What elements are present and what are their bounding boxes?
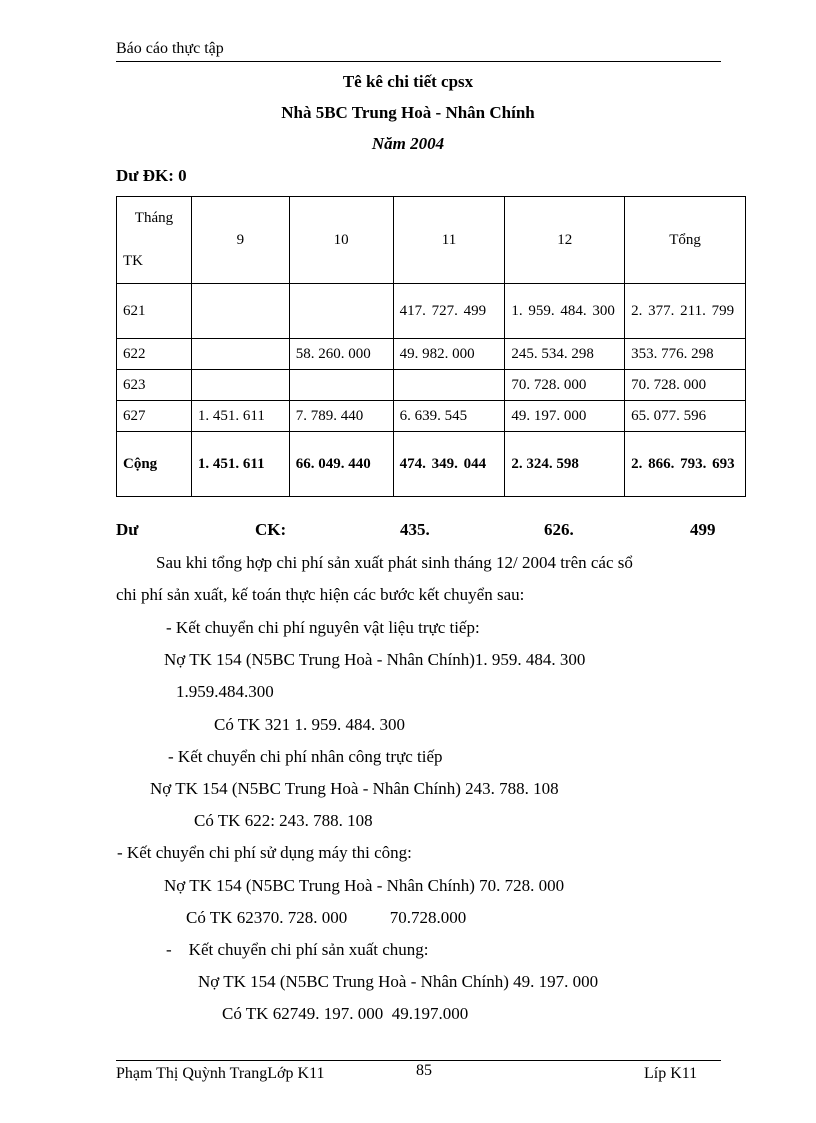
header-total: Tổng (625, 197, 746, 284)
row-cell-9 (191, 284, 289, 339)
row-cell-9: 1. 451. 611 (191, 401, 289, 432)
row-cell-total: 2. 377. 211. 799 (625, 284, 746, 339)
paragraph-line: Sau khi tổng hợp chi phí sản xuất phát sinh tháng 12/ 2004 trên các sổ (156, 553, 633, 572)
row-cell-10: 7. 789. 440 (289, 401, 393, 432)
row-account: 622 (117, 339, 192, 370)
footer-class: Líp K11 (644, 1065, 698, 1082)
header-divider (116, 61, 721, 62)
row-cell-11 (393, 370, 505, 401)
entry-amount: 1.959.484.300 (176, 682, 274, 701)
table-row (117, 370, 746, 401)
row-account: 627 (117, 401, 192, 432)
table-row (117, 401, 746, 432)
header-month-9: 9 (191, 197, 289, 284)
row-cell-10 (289, 370, 393, 401)
row-cell-12: 49. 197. 000 (505, 401, 625, 432)
year-title: Năm 2004 (371, 134, 445, 153)
closing-balance-part3: 499 (690, 520, 716, 539)
table-header-row (117, 197, 746, 284)
closing-balance-label: Dư (116, 520, 139, 539)
header-month-account (117, 197, 192, 284)
entry-debit: Nợ TK 154 (N5BC Trung Hoà - Nhân Chính)1. 959. 484. 300 (164, 650, 586, 669)
row-cell-11: 49. 982. 000 (393, 339, 505, 370)
entry-debit: Nợ TK 154 (N5BC Trung Hoà - Nhân Chính) 70. 728. 000 (164, 876, 565, 895)
header-month-label: Tháng (134, 210, 174, 226)
footer-divider (116, 1060, 721, 1061)
entry-debit: Nợ TK 154 (N5BC Trung Hoà - Nhân Chính) 49. 197. 000 (198, 972, 599, 991)
row-cell-10 (289, 284, 393, 339)
entry-credit: Có TK 321 1. 959. 484. 300 (214, 715, 405, 734)
closing-balance-ck: CK: (255, 520, 287, 539)
header-month-12: 12 (505, 197, 625, 284)
row-cell-12: 245. 534. 298 (505, 339, 625, 370)
table-row (117, 339, 746, 370)
cost-table (116, 196, 746, 497)
project-title: Nhà 5BC Trung Hoà - Nhân Chính (281, 103, 535, 122)
page-number: 85 (416, 1062, 432, 1079)
entry-heading: - Kết chuyển chi phí sản xuất chung: (166, 940, 429, 959)
doc-title: Tê kê chi tiết cpsx (342, 72, 474, 91)
entry-heading: - Kết chuyển chi phí sử dụng máy thi công: (117, 843, 412, 862)
row-cell-total: 65. 077. 596 (625, 401, 746, 432)
row-cell-10: 66. 049. 440 (289, 432, 393, 497)
entry-debit: Nợ TK 154 (N5BC Trung Hoà - Nhân Chính) 243. 788. 108 (150, 779, 559, 798)
table-row (117, 284, 746, 339)
entry-heading: - Kết chuyển chi phí nguyên vật liệu trực tiếp: (166, 618, 480, 637)
row-cell-total: 70. 728. 000 (625, 370, 746, 401)
row-cell-12: 70. 728. 000 (505, 370, 625, 401)
closing-balance-part2: 626. (544, 520, 574, 539)
row-cell-12: 1. 959. 484. 300 (505, 284, 625, 339)
header-month-11: 11 (393, 197, 505, 284)
row-account: 621 (117, 284, 192, 339)
footer-author: Phạm Thị Quỳnh TrangLớp K11 (116, 1065, 325, 1082)
opening-balance: Dư ĐK: 0 (116, 166, 187, 185)
entry-credit: Có TK 622: 243. 788. 108 (194, 811, 373, 830)
row-account: 623 (117, 370, 192, 401)
paragraph-line: chi phí sản xuất, kế toán thực hiện các bước kết chuyển sau: (116, 585, 525, 604)
row-cell-9 (191, 370, 289, 401)
entry-credit: Có TK 62749. 197. 000 49.197.000 (222, 1004, 469, 1023)
row-cell-10: 58. 260. 000 (289, 339, 393, 370)
row-cell-12: 2. 324. 598 (505, 432, 625, 497)
row-cell-11: 474. 349. 044 (393, 432, 505, 497)
entry-credit: Có TK 62370. 728. 000 70.728.000 (186, 908, 467, 927)
row-cell-9: 1. 451. 611 (191, 432, 289, 497)
entry-heading: - Kết chuyển chi phí nhân công trực tiếp (168, 747, 443, 766)
row-cell-11: 6. 639. 545 (393, 401, 505, 432)
header-month-10: 10 (289, 197, 393, 284)
closing-balance-part1: 435. (400, 520, 430, 539)
table-total-row (117, 432, 746, 497)
row-cell-11: 417. 727. 499 (393, 284, 505, 339)
report-header: Báo cáo thực tập (116, 40, 224, 57)
row-cell-total: 353. 776. 298 (625, 339, 746, 370)
row-cell-total: 2. 866. 793. 693 (625, 432, 746, 497)
row-account: Cộng (117, 432, 192, 497)
row-cell-9 (191, 339, 289, 370)
header-account-label: TK (123, 253, 143, 269)
